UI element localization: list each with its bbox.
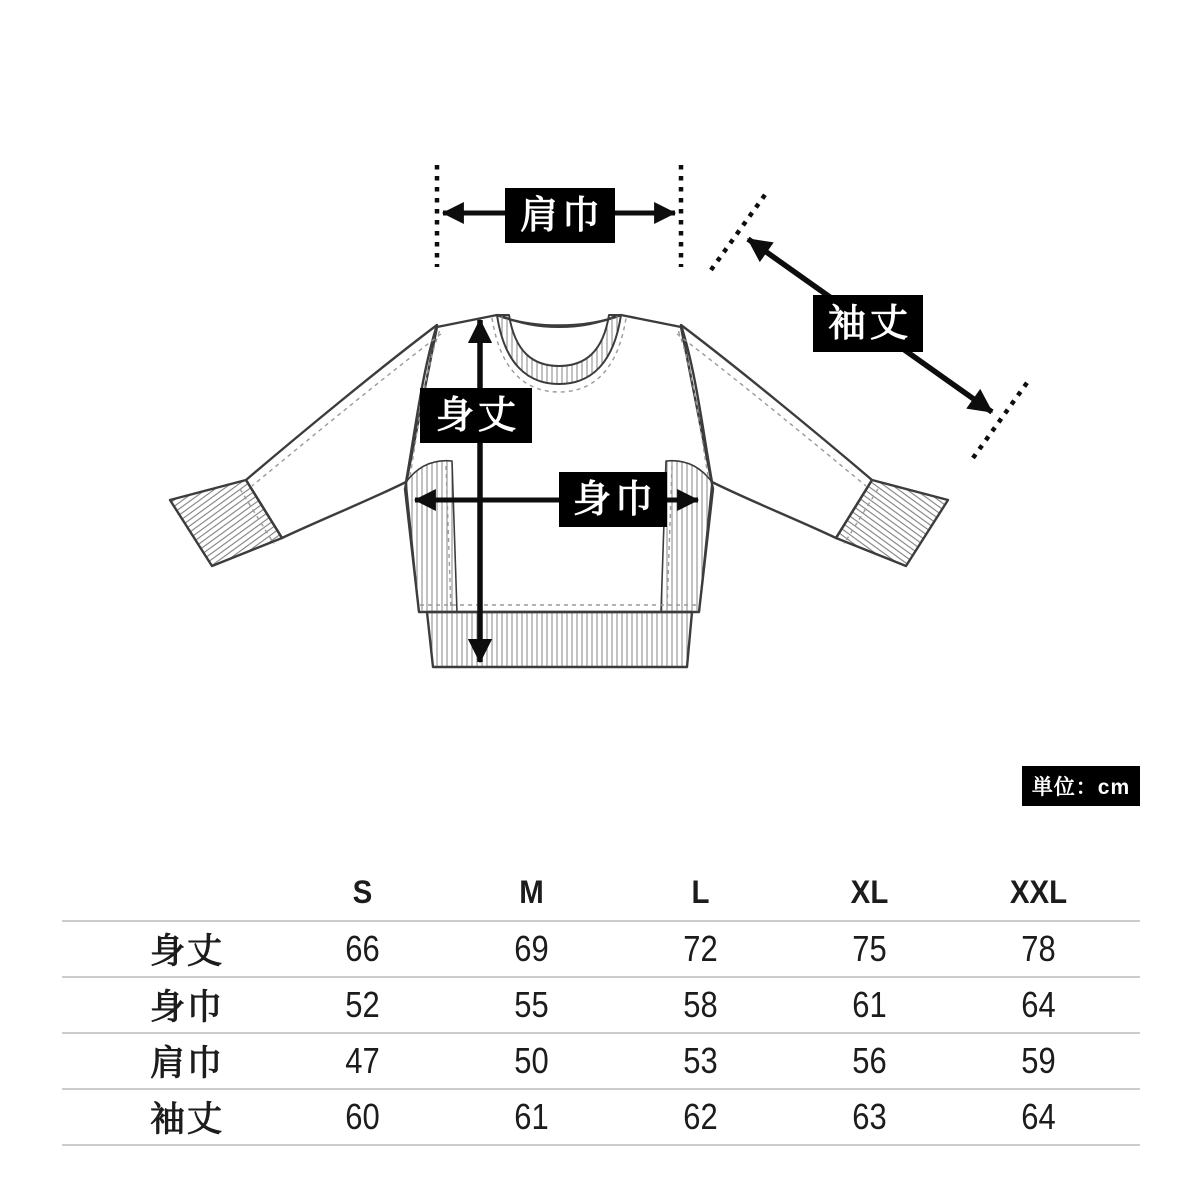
size-value: 59 [1021,1040,1056,1081]
size-value: 64 [1021,984,1056,1025]
body-length-label: 身丈 [420,388,532,443]
table-row-body-width [62,978,1140,1034]
row-label-body-length: 身丈 [149,932,224,971]
size-value: 75 [852,928,887,969]
size-value: 62 [683,1096,718,1137]
size-col-header-xxl: XXL [1009,873,1068,910]
side-rib-right [661,461,712,612]
table-row-sleeve-length [62,1090,1140,1146]
size-value: 55 [514,984,549,1025]
size-value: 58 [683,984,718,1025]
row-label-shoulder-width: 肩巾 [149,1044,224,1083]
body-width-label: 身巾 [559,472,667,527]
table-row-shoulder-width [62,1034,1140,1090]
size-table-header-row [62,864,1140,922]
row-label-sleeve-length: 袖丈 [149,1100,224,1139]
hem-rib [427,612,692,667]
size-value: 61 [514,1096,549,1137]
size-value: 50 [514,1040,549,1081]
size-col-header-s: S [352,873,373,910]
size-value: 52 [345,984,380,1025]
size-value: 78 [1021,928,1056,969]
size-col-header-xl: XL [850,873,889,910]
sleeve-length-label: 袖丈 [813,295,923,352]
side-rib-left [406,461,457,612]
size-col-header-m: M [519,873,544,910]
size-value: 69 [514,928,549,969]
table-row-body-length [62,922,1140,978]
extension-line-upper [711,192,767,270]
size-value: 66 [345,928,380,969]
size-value: 60 [345,1096,380,1137]
row-label-body-width: 身巾 [149,988,224,1027]
size-col-header-l: L [691,873,710,910]
size-value: 61 [852,984,887,1025]
size-value: 47 [345,1040,380,1081]
shoulder-width-label: 肩巾 [505,188,615,243]
unit-badge: 単位：cm [1022,766,1140,806]
size-value: 72 [683,928,718,969]
extension-line-lower [973,380,1029,458]
size-table [62,864,1140,1146]
size-value: 63 [852,1096,887,1137]
size-value: 64 [1021,1096,1056,1137]
size-value: 53 [683,1040,718,1081]
size-value: 56 [852,1040,887,1081]
